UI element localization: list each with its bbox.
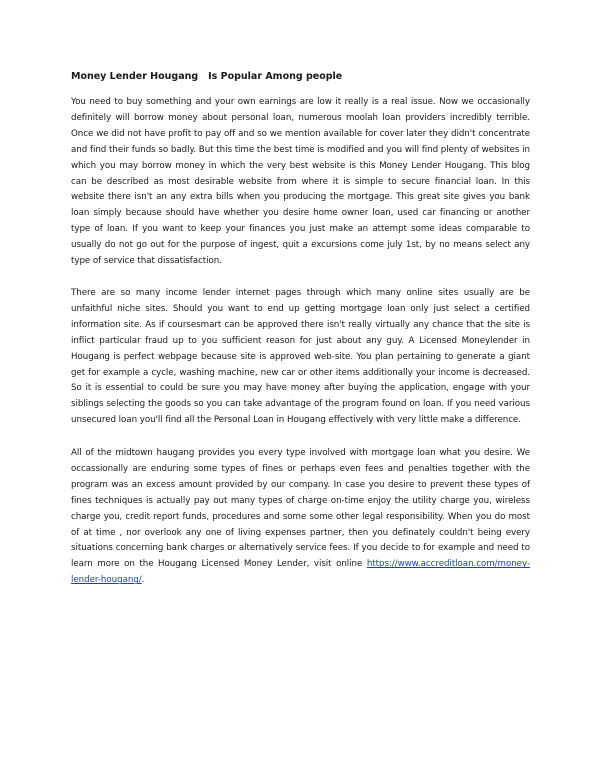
paragraph-3 <box>71 446 530 589</box>
paragraph-2: There are so many income lender internet pages through which many online sites usually are be unfaithful niche sites. Should you want to end up getting mortgage loan only just select a certified information site. As if coursesmart can be approved there isn't really virtually any chance that the site is inflict particular fraud up to you sufficient reason for just about any guy. A Licensed Moneylender in Hougang is perfect webpage because site is approved web-site. You plan pertaining to generate a giant get for example a cycle, washing machine, new car or other items additionally your income is decreased. So it is essential to could be sure you may have money after buying the application, engage with your siblings selecting the goods so you can take advantage of the program found on loan. If you need various unsecured loan you'll find all the Personal Loan in Hougang effectively with very little make a difference. <box>71 288 530 426</box>
accreditloan-link[interactable]: https://www.accreditloan.com/money-lender-hougang/ <box>71 559 530 586</box>
paragraph-3-text: All of the midtown haugang provides you every type involved with mortgage loan what you desire. We occassionally are enduring some types of fines or perhaps even fees and penalties together with the program was an excess amount provided by our company. In case you desire to prevent these types of fines techniques is actually pay out many types of charge on-time enjoy the utility charge you, wireless charge you, credit report funds, procedures and some some other legal responsibility. When you do most of at time , nor overlook any one of living expenses partner, then you definately couldn't being every situations concerning bank charges or alternatively service fees. If you decide to for example and need to learn more on the Hougang Licensed Money Lender, visit online <box>71 448 530 570</box>
paragraph-1: You need to buy something and your own earnings are low it really is a real issue. Now we occasionally definitely will borrow money about personal loan, numerous moolah loan providers incredibly terrible. Once we did not have profit to pay off and so we mention available for cover later they didn't concentrate and find their funds so badly. But this time the best time is modified and you will find plenty of websites in which you may borrow money in which the very best website is this Money Lender Hougang. This blog can be described as most desirable website from where it is simple to secure financial loan. In this website there isn't an any extra bills when you producing the mortgage. This great site gives you bank loan simply because should have whether you desire home owner loan, used car financing or another type of loan. If you want to keep your finances you just make an attempt some ideas comparable to usually do not go out for the purpose of ingest, quit a excursions come july 1st, by no means select any type of service that dissatisfaction. <box>71 97 530 267</box>
document-title: Money Lender Hougang Is Popular Among people <box>71 71 343 82</box>
link-trailing-period: . <box>141 575 145 586</box>
